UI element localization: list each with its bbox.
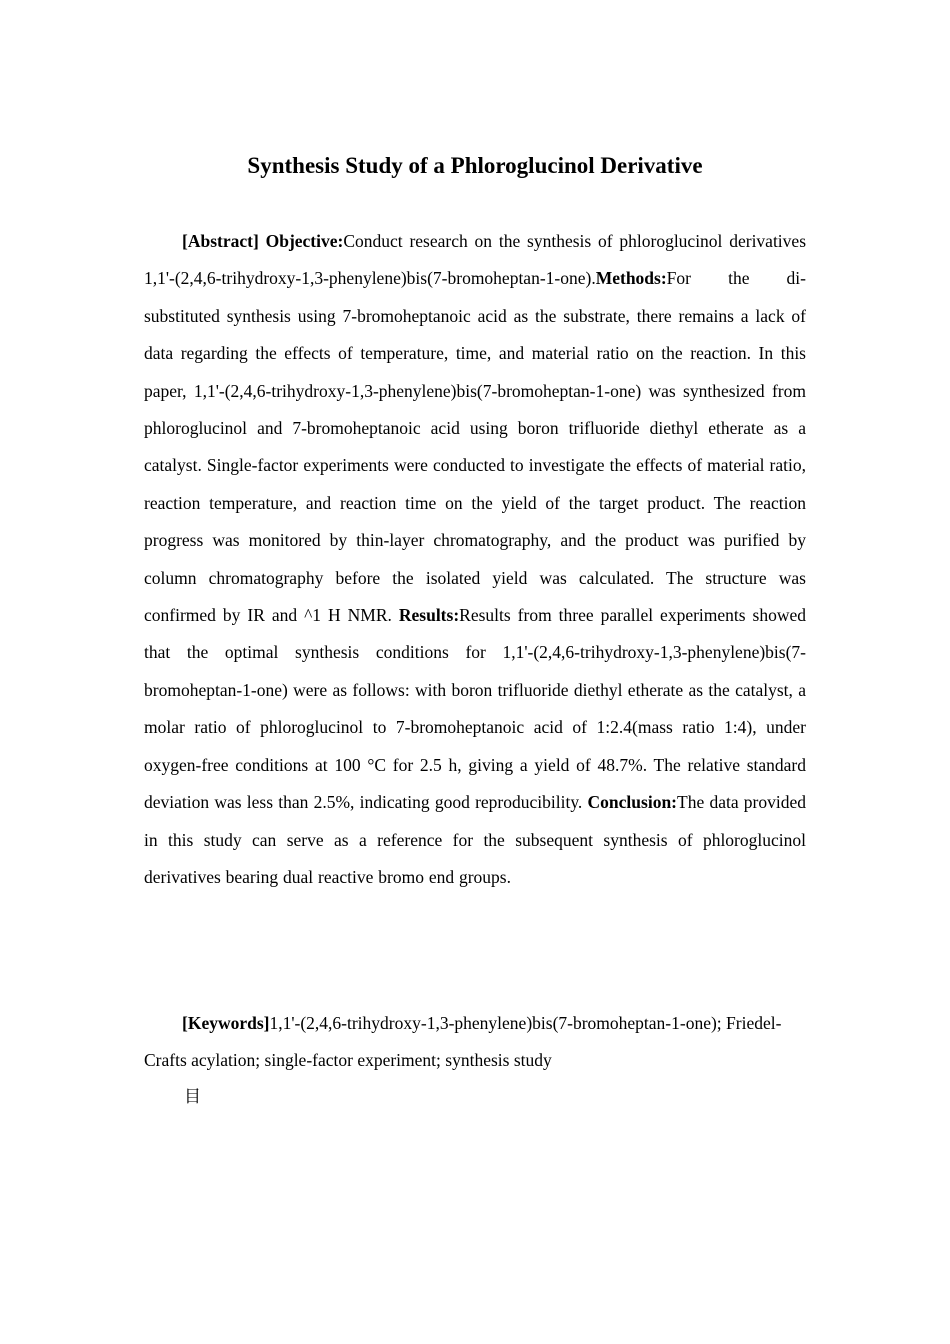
abstract-label: [Abstract]	[182, 231, 259, 251]
abstract-paragraph	[144, 223, 806, 896]
methods-text: For the di-substituted synthesis using 7-bromoheptanoic acid as the substrate, there remains a lack of data regarding the effects of temperature, time, and material ratio on the reaction. In this paper, 1,1'-(2,4,6-trihydroxy-1,3-phenylene)bis(7-bromoheptan-1-one) was synthesized from phloroglucinol and 7-bromoheptanoic acid using boron trifluoride diethyl etherate as a catalyst. Single-factor experiments were conducted to investigate the effects of material ratio, reaction temperature, and reaction time on the yield of the target product. The reaction progress was monitored by thin-layer chromatography, and the product was purified by column chromatography before the isolated yield was calculated. The structure was confirmed by IR and ^1 H NMR.	[144, 268, 806, 626]
methods-label: Methods:	[595, 268, 667, 289]
objective-label: Objective:	[265, 231, 344, 251]
results-label: Results:	[398, 605, 460, 626]
keywords-label: [Keywords]	[182, 1013, 270, 1033]
keywords-paragraph	[144, 1005, 806, 1079]
conclusion-text: The data provided in this study can serve as a reference for the subsequent synthesis of phloroglucinol derivatives bearing dual reactive bromo end groups.	[144, 792, 807, 887]
toc-heading-fragment: 目	[184, 1087, 201, 1107]
results-text: Results from three parallel experiments showed that the optimal synthesis conditions for 1,1'-(2,4,6-trihydroxy-1,3-phenylene)bis(7-bromoheptan-1-one) were as follows: with boron trifluoride diethyl etherate as the catalyst, a molar ratio of phloroglucinol to 7-bromoheptanoic acid of 1:2.4(mass ratio 1:4), under oxygen-free conditions at 100 °C for 2.5 h, giving a yield of 48.7%. The relative standard deviation was less than 2.5%, indicating good reproducibility.	[144, 605, 807, 813]
keywords-text: 1,1'-(2,4,6-trihydroxy-1,3-phenylene)bis(7-bromoheptan-1-one); Friedel-Crafts acylation; single-factor experiment; synthesis study	[144, 1013, 782, 1070]
paper-title: Synthesis Study of a Phloroglucinol Derivative	[247, 153, 703, 178]
conclusion-label: Conclusion:	[587, 792, 678, 813]
objective-text: Conduct research on the synthesis of phloroglucinol derivatives 1,1'-(2,4,6-trihydroxy-1,3-phenylene)bis(7-bromoheptan-1-one).	[144, 231, 806, 289]
